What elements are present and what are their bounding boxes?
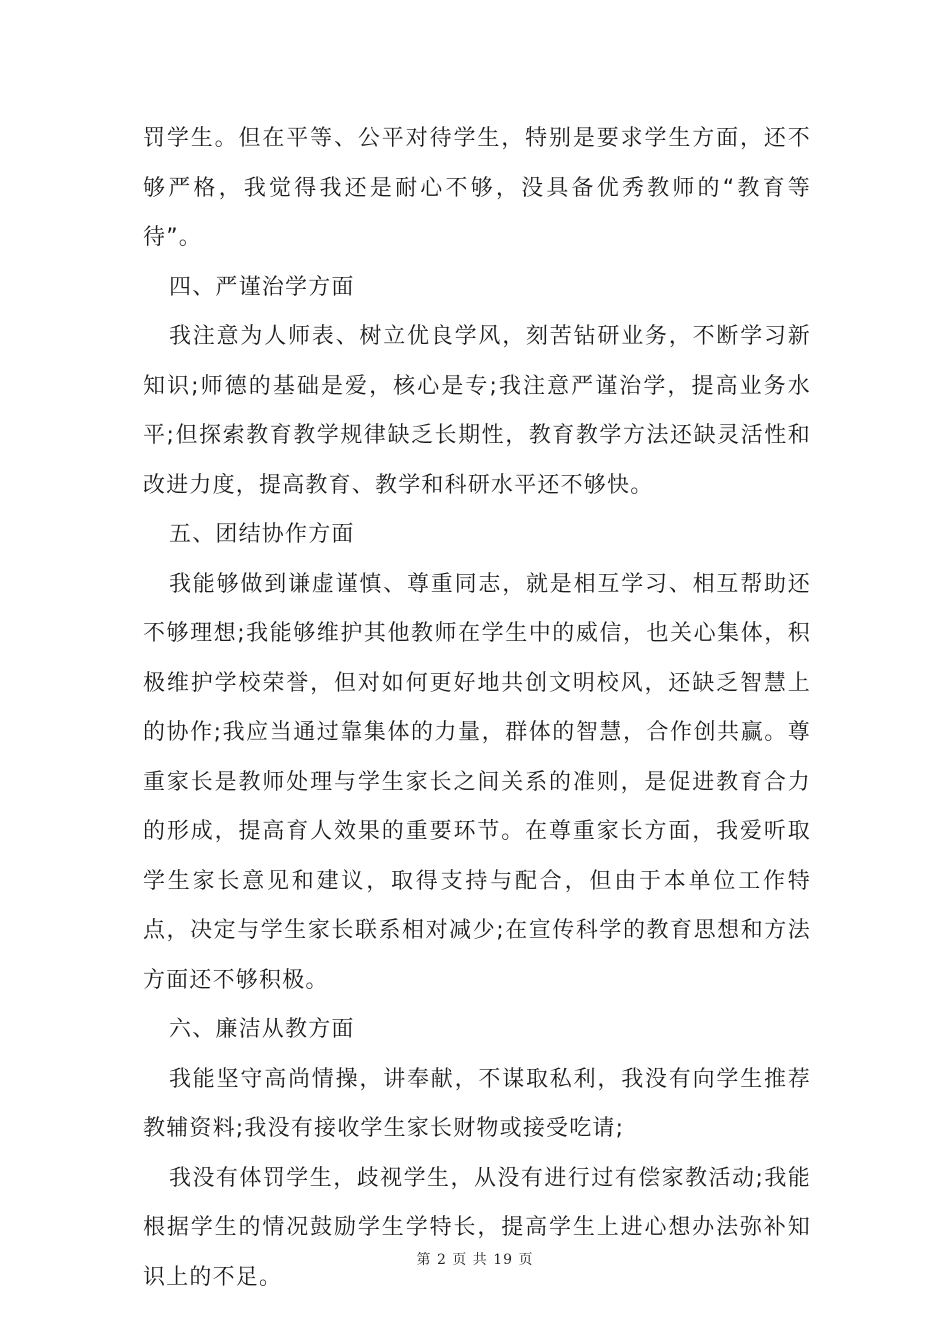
paragraph-teamwork: 我能够做到谦虚谨慎、尊重同志，就是相互学习、相互帮助还不够理想;我能够维护其他教师在学生中的威信，也关心集体，积极维护学校荣誉，但对如何更好地共创文明校风，还缺乏智慧上的协作;我应当通过靠集体的力量，群体的智慧，合作创共赢。尊重家长是教师处理与学生家长之间关系的准则，是促进教育合力的形成，提高育人效果的重要环节。在尊重家长方面，我爱听取学生家长意见和建议，取得支持与配合，但由于本单位工作特点，决定与学生家长联系相对减少;在宣传科学的教育思想和方法方面还不够积极。 bbox=[143, 571, 811, 993]
paragraph-integrity-2: 我没有体罚学生，歧视学生，从没有进行过有偿家教活动;我能根据学生的情况鼓励学生学特长，提高学生上进心想办法弥补知识上的不足。 bbox=[143, 1165, 811, 1290]
document-body bbox=[143, 114, 811, 1302]
paragraph-integrity-1: 我能坚守高尚情操，讲奉献，不谋取私利，我没有向学生推荐教辅资料;我没有接收学生家长财物或接受吃请; bbox=[143, 1066, 811, 1141]
section-heading-teamwork: 五、团结协作方面 bbox=[169, 522, 355, 547]
section-heading-integrity: 六、廉洁从教方面 bbox=[169, 1017, 355, 1042]
paragraph-continuation: 罚学生。但在平等、公平对待学生，特别是要求学生方面，还不够严格，我觉得我还是耐心不够，没具备优秀教师的“教育等待”。 bbox=[143, 126, 811, 250]
paragraph-rigorous-scholarship: 我注意为人师表、树立优良学风，刻苦钻研业务，不断学习新知识;师德的基础是爱，核心是专;我注意严谨治学，提高业务水平;但探索教育教学规律缺乏长期性，教育教学方法还缺灵活性和改进力度，提高教育、教学和科研水平还不够快。 bbox=[143, 324, 811, 498]
page-footer: 第 2 页 共 19 页 bbox=[416, 1252, 534, 1268]
section-heading-rigorous-scholarship: 四、严谨治学方面 bbox=[169, 274, 355, 300]
